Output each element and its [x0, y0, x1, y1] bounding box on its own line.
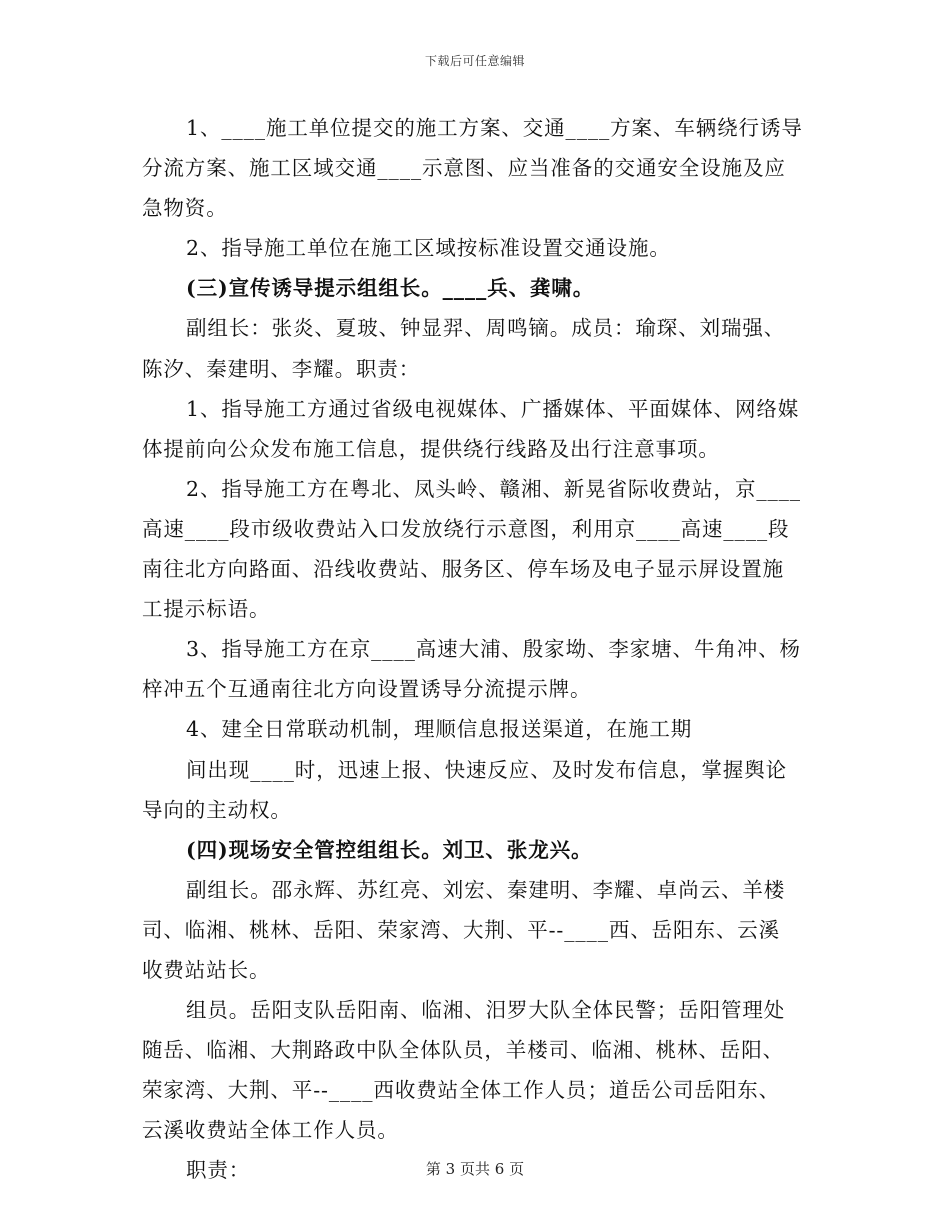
text-line: 1、指导施工方通过省级电视媒体、广播媒体、平面媒体、网络媒	[186, 396, 800, 421]
text-line: 工提示标语。	[142, 597, 271, 622]
text-line: 导向的主动权。	[142, 797, 292, 822]
text-line: 1、____施工单位提交的施工方案、交通____方案、车辆绕行诱导	[186, 116, 803, 140]
section-heading: (四)现场安全管控组组长。刘卫、张龙兴。	[186, 837, 593, 862]
text-line: 组员。岳阳支队岳阳南、临湘、汨罗大队全体民警；岳阳管理处	[186, 998, 786, 1023]
text-line: 4、建全日常联动机制，理顺信息报送渠道，在施工期	[186, 717, 693, 742]
text-line: 间出现____时，迅速上报、快速反应、及时发布信息，掌握舆论	[186, 757, 787, 782]
text-line: 云溪收费站全体工作人员。	[142, 1118, 399, 1143]
text-line: 随岳、临湘、大荆路政中队全体队员，羊楼司、临湘、桃林、岳阳、	[142, 1038, 784, 1063]
text-line: 荣家湾、大荆、平--____西收费站全体工作人员；道岳公司岳阳东、	[142, 1078, 781, 1103]
text-line: 高速____段市级收费站入口发放绕行示意图，利用京____高速____段	[142, 516, 790, 541]
text-line: 陈汐、秦建明、李耀。职责：	[142, 356, 421, 381]
text-line: 3、指导施工方在京____高速大浦、殷家坳、李家塘、牛角冲、杨	[186, 637, 801, 662]
text-line: 梓冲五个互通南往北方向设置诱导分流提示牌。	[142, 677, 592, 702]
text-line: 急物资。	[142, 196, 228, 221]
text-line: 副组长。邵永辉、苏红亮、刘宏、秦建明、李耀、卓尚云、羊楼	[186, 877, 786, 902]
section-heading: (三)宣传诱导提示组组长。____兵、龚啸。	[186, 276, 595, 301]
text-line: 南往北方向路面、沿线收费站、服务区、停车场及电子显示屏设置施	[142, 557, 784, 582]
text-line: 收费站站长。	[142, 957, 271, 982]
text-line: 司、临湘、桃林、岳阳、荣家湾、大荆、平--____西、岳阳东、云溪	[142, 917, 781, 942]
text-line: 体提前向公众发布施工信息，提供绕行线路及出行注意事项。	[142, 436, 720, 461]
text-line: 职责：	[186, 1158, 251, 1183]
text-line: 2、指导施工单位在施工区域按标准设置交通设施。	[186, 236, 671, 261]
document-body	[142, 108, 822, 1191]
text-line: 分流方案、施工区域交通____示意图、应当准备的交通安全设施及应	[142, 156, 786, 181]
page-footer: 第 3 页共 6 页	[425, 1160, 525, 1178]
text-line: 副组长：张炎、夏玻、钟显羿、周鸣镝。成员：瑜琛、刘瑞强、	[186, 316, 786, 341]
text-line: 2、指导施工方在粤北、凤头岭、赣湘、新晃省际收费站，京____	[186, 476, 801, 501]
page-header: 下载后可任意编辑	[424, 54, 525, 68]
